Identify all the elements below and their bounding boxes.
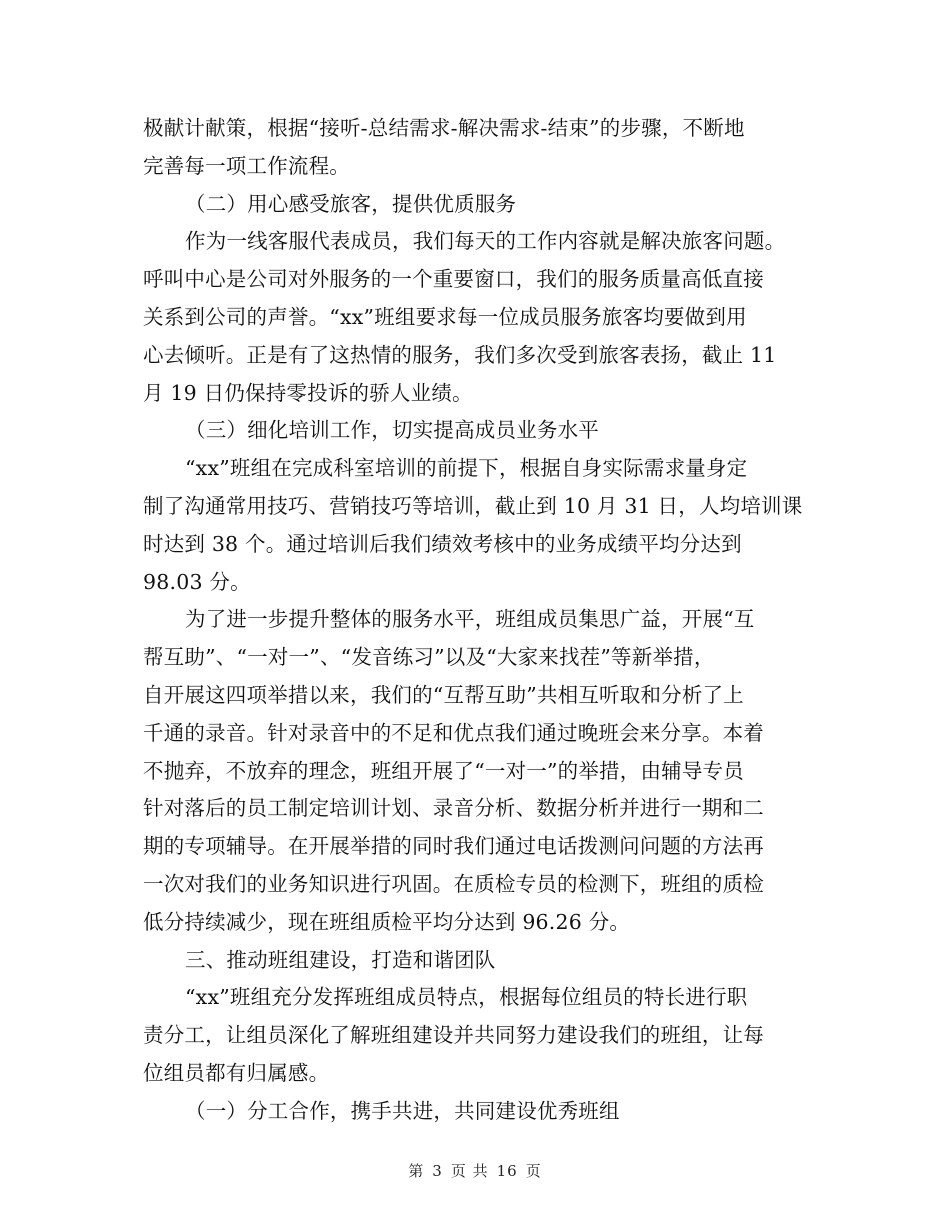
- footer-suffix: 页: [525, 1162, 542, 1180]
- paragraph-p3b: [143, 488, 813, 601]
- text-line: 98.03 分。: [143, 569, 251, 594]
- text-line: 作为一线客服代表成员，我们每天的工作内容就是解决旅客问题。: [185, 229, 786, 254]
- text-line: （一）分工合作，携手共进，共同建设优秀班组: [185, 1098, 620, 1123]
- text-line: 月 19 日仍保持零投诉的骄人业绩。: [143, 380, 473, 405]
- text-line: “xx”班组在完成科室培训的前提下，根据自身实际需求量身定: [185, 456, 748, 481]
- text-line: “xx”班组充分发挥班组成员特点，根据每位组员的特长进行职: [185, 985, 748, 1010]
- paragraph-p1: [143, 110, 813, 186]
- text-line: 关系到公司的声誉。“xx”班组要求每一位成员服务旅客均要做到用: [143, 304, 747, 329]
- paragraph-h2: [143, 412, 813, 450]
- text-line: 为了进一步提升整体的服务水平，班组成员集思广益，开展“互: [185, 607, 755, 632]
- text-line: 低分持续减少，现在班组质检平均分达到 96.26 分。: [143, 909, 631, 934]
- paragraph-p5: [143, 979, 813, 1017]
- paragraph-p4b: [143, 639, 813, 941]
- text-line: 期的专项辅导。在开展举措的同时我们通过电话拨测问问题的方法再: [143, 834, 764, 859]
- text-line: 一次对我们的业务知识进行巩固。在质检专员的检测下，班组的质检: [143, 871, 764, 896]
- text-line: 时达到 38 个。通过培训后我们绩效考核中的业务成绩平均分达到: [143, 531, 742, 556]
- paragraph-p3: [143, 450, 813, 488]
- text-line: 不抛弃，不放弃的理念，班组开展了“一对一”的举措，由辅导专员: [143, 758, 744, 783]
- page-footer: [0, 1160, 950, 1181]
- footer-total-pages: 16: [496, 1162, 518, 1180]
- text-line: 三、推动班组建设，打造和谐团队: [185, 947, 496, 972]
- paragraph-h1: [143, 186, 813, 224]
- text-line: 帮互助”、“一对一”、“发音练习”以及“大家来找茬”等新举措，: [143, 645, 715, 670]
- text-line: 制了沟通常用技巧、营销技巧等培训，截止到 10 月 31 日，人均培训课: [143, 493, 803, 518]
- text-line: 位组员都有归属感。: [143, 1060, 330, 1085]
- paragraph-p2b: [143, 261, 813, 412]
- footer-current-page: 3: [432, 1162, 443, 1180]
- text-line: 心去倾听。正是有了这热情的服务，我们多次受到旅客表扬，截止 11: [143, 342, 777, 367]
- text-line: 责分工，让组员深化了解班组建设并共同努力建设我们的班组，让每: [143, 1023, 764, 1048]
- text-line: 针对落后的员工制定培训计划、录音分析、数据分析并进行一期和二: [143, 796, 764, 821]
- text-line: （三）细化培训工作，切实提高成员业务水平: [185, 418, 599, 443]
- text-line: （二）用心感受旅客，提供优质服务: [185, 191, 517, 216]
- text-line: 完善每一项工作流程。: [143, 153, 350, 178]
- paragraph-h3: [143, 942, 813, 980]
- footer-middle: 页 共: [450, 1162, 489, 1180]
- paragraph-h4: [143, 1093, 813, 1131]
- text-line: 千通的录音。针对录音中的不足和优点我们通过晚班会来分享。本着: [143, 720, 764, 745]
- paragraph-p2: [143, 223, 813, 261]
- text-line: 呼叫中心是公司对外服务的一个重要窗口，我们的服务质量高低直接: [143, 267, 764, 292]
- document-body: [143, 110, 813, 1131]
- text-line: 极献计献策，根据“接听-总结需求-解决需求-结束”的步骤，不断地: [143, 116, 745, 140]
- paragraph-p5b: [143, 1017, 813, 1093]
- paragraph-p4: [143, 601, 813, 639]
- text-line: 自开展这四项举措以来，我们的“互帮互助”共相互听取和分析了上: [143, 682, 744, 707]
- footer-prefix: 第: [408, 1162, 425, 1180]
